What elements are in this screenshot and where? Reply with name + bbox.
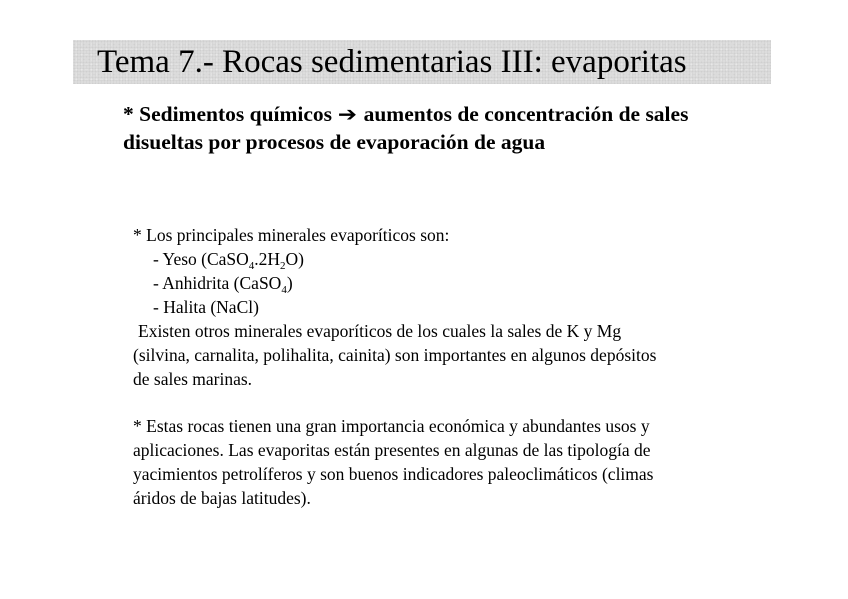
importance-section: [133, 414, 773, 510]
yeso-text-end: O): [285, 249, 305, 269]
others-line-2: (silvina, carnalita, polihalita, cainita) son importantes en algunos depósitos: [133, 345, 657, 365]
importance-line-4: áridos de bajas latitudes).: [133, 488, 311, 508]
yeso-sub-2: 2: [280, 260, 286, 272]
anhidrita-text: - Anhidrita (CaSO: [153, 273, 282, 293]
minerals-intro: * Los principales minerales evaporíticos son:: [133, 225, 450, 245]
others-line-3: de sales marinas.: [133, 369, 253, 389]
importance-line-3: yacimientos petrolíferos y son buenos indicadores paleoclimáticos (climas: [133, 464, 654, 484]
right-arrow-icon: ➔: [338, 102, 358, 126]
yeso-sub-1: 4: [248, 260, 255, 272]
yeso-text: - Yeso (CaSO: [153, 249, 249, 269]
mineral-halita: - Halita (NaCl): [153, 297, 259, 317]
others-line-1: Existen otros minerales evaporíticos de los cuales la sales de K y Mg: [138, 321, 622, 341]
anhidrita-sub: 4: [281, 284, 287, 296]
anhidrita-text-end: ): [286, 273, 293, 293]
importance-line-2: aplicaciones. Las evaporitas están presentes en algunas de las tipología de: [133, 440, 651, 460]
title-banner: [73, 40, 771, 84]
minerals-section: [133, 223, 773, 391]
mineral-yeso: [133, 247, 773, 271]
importance-line-1: * Estas rocas tienen una gran importancia económica y abundantes usos y: [133, 416, 650, 436]
yeso-text-mid: .2H: [254, 249, 281, 269]
subtitle-lead: * Sedimentos químicos: [123, 102, 333, 126]
subtitle-rest: aumentos de concentración de sales disueltas por procesos de evaporación de agua: [123, 102, 689, 154]
subtitle: [123, 100, 763, 156]
page-title: Tema 7.- Rocas sedimentarias III: evaporitas: [97, 44, 687, 80]
mineral-anhidrita: [133, 271, 773, 295]
